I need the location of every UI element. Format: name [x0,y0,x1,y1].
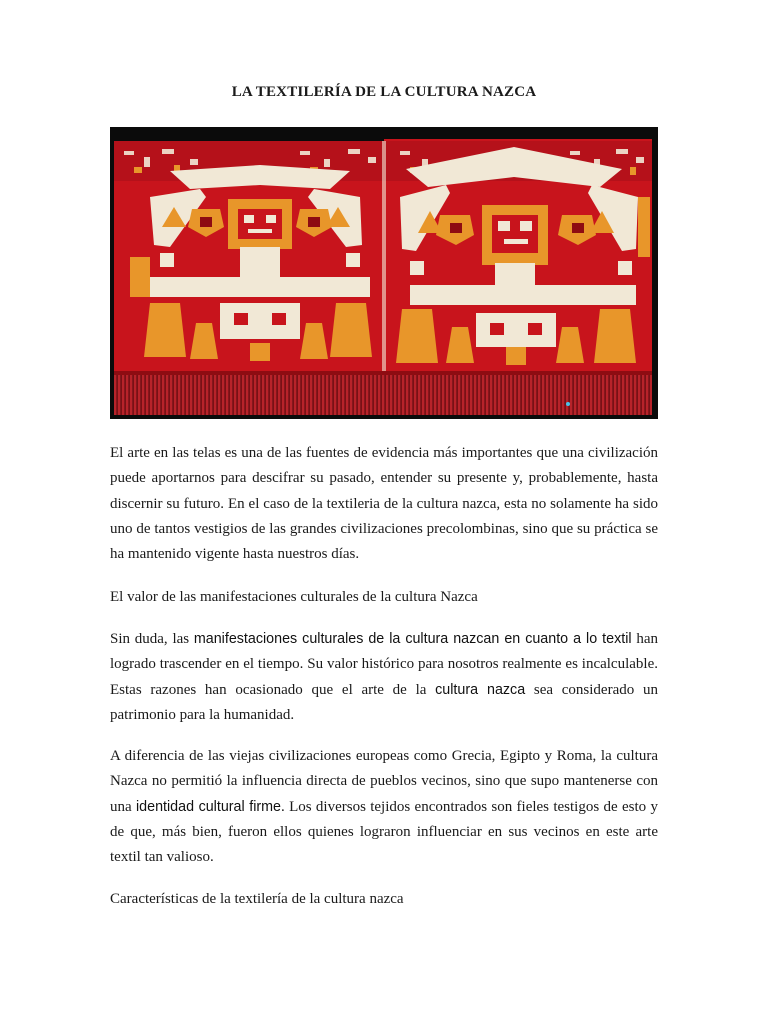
paragraph-valor-text-1: Sin duda, las [110,631,194,647]
link-identidad-cultural[interactable]: identidad cultural firme [136,798,281,815]
link-manifestaciones-culturales[interactable]: manifestaciones culturales de la cultura nazcan en cuanto a lo textil [193,631,632,647]
paragraph-intro: El arte en las telas es una de las fuentes de evidencia más importantes que una civilización puede aportarnos para descifrar su pasado, entender su presente y, probablemente, hasta discernir su futuro. En el caso de la textileria de la cultura nazca, esta no solamente ha sido uno de tantos vestigios de las grandes civilizaciones precolombinas, sino que su práctica se ha mantenido vigente hasta nuestros días. [110,445,658,563]
paragraph-diferencia [110,744,658,870]
subheading-caracteristicas: Características de la textilería de la cultura nazca [110,891,404,907]
link-cultura-nazca[interactable]: cultura nazca [435,681,526,698]
paragraph-diferencia-text-2: . Los diversos tejidos encontrados son fieles testigos de esto y de que, más bien, fueron ellos quienes lograron influenciar en sus vecinos en este arte textil tan valioso. [110,798,658,866]
paragraph-valor [110,627,658,728]
paragraph-valor-text-3: sea considerado un patrimonio para la humanidad. [110,681,658,723]
paragraph-diferencia-text-1: A diferencia de las viejas civilizaciones europeas como Grecia, Egipto y Roma, la cultura Nazca no permitió la influencia directa de pueblos vecinos, sino que supo mantenerse con una [110,748,658,815]
paragraph-valor-text-2: han logrado trascender en el tiempo. Su valor histórico para nosotros realmente es incalculable. Estas razones han ocasionado que el arte de la [110,631,658,698]
document-title: LA TEXTILERÍA DE LA CULTURA NAZCA [231,84,537,100]
textile-illustration [110,127,658,419]
nazca-textile-image [110,127,658,419]
subheading-valor: El valor de las manifestaciones culturales de la cultura Nazca [110,589,478,605]
